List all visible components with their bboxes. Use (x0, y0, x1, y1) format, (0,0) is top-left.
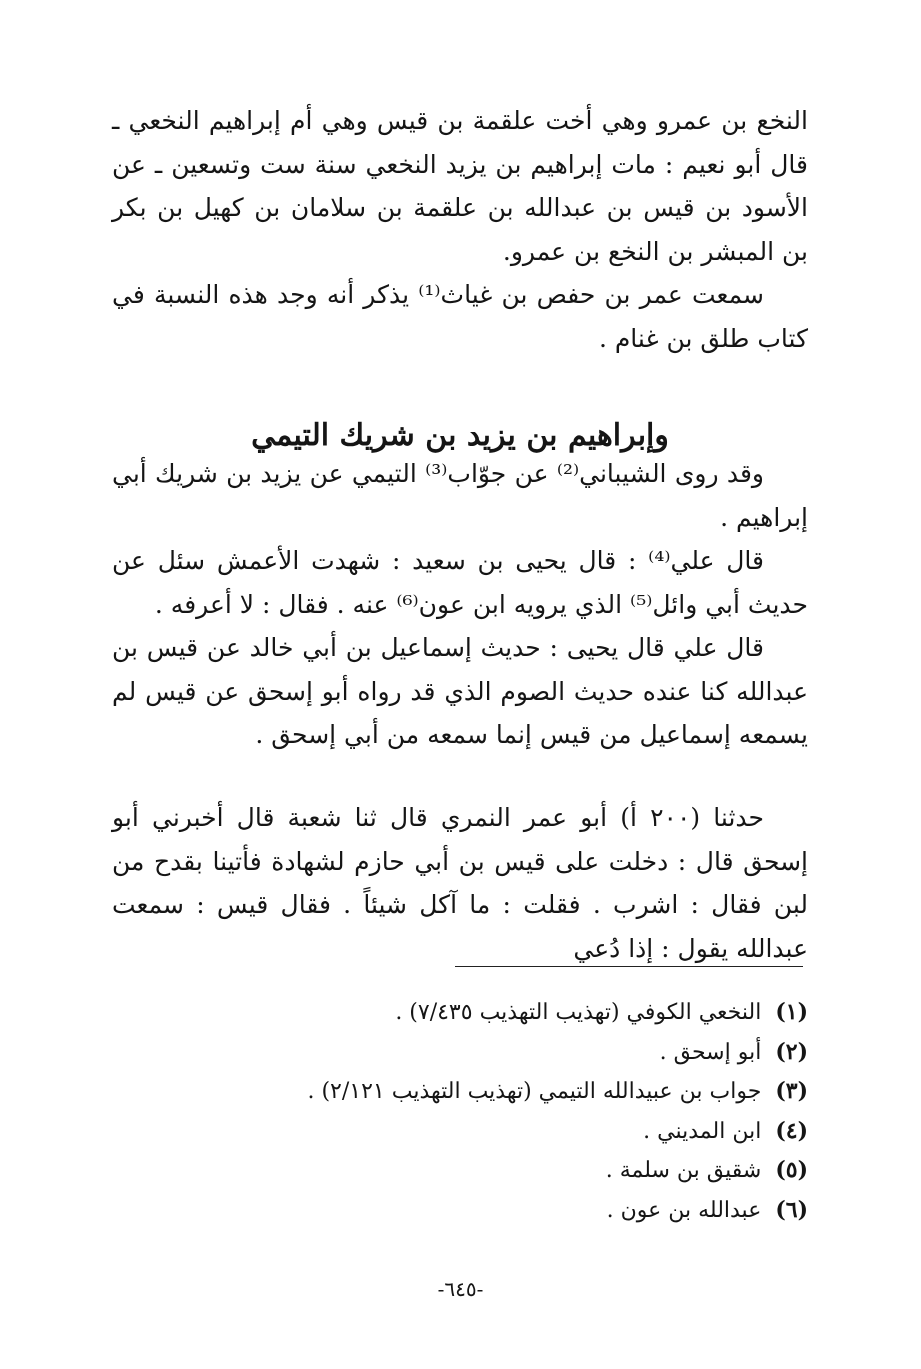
page-number: -٦٤٥- (437, 1277, 484, 1301)
paragraph: حدثنا (٢٠٠ أ) أبو عمر النمري قال ثنا شعبة قال أخبرني أبو إسحق قال : دخلت على قيس بن أبي حازم لشهادة فأتينا بقدح من لبن فقال : اشرب . فقلت : ما آكل شيئاً . فقال قيس : سمعت عبدالله يقول : إذا دُعي (112, 803, 808, 963)
text-block-narration (112, 452, 808, 757)
footnote-number: (٦) (775, 1196, 808, 1223)
footnote-number: (٤) (775, 1117, 808, 1144)
footnote-item (112, 1112, 808, 1152)
footnotes-list (112, 993, 808, 1230)
footnote-item (112, 1072, 808, 1112)
footnote-number: (٥) (775, 1157, 808, 1183)
paragraph: سمعت عمر بن حفص بن غياث⁽¹⁾ يذكر أنه وجد هذه النسبة في كتاب طلق بن غنام . (112, 280, 808, 353)
paragraph: وقد روى الشيباني⁽²⁾ عن جوّاب⁽³⁾ التيمي عن يزيد بن شريك أبي إبراهيم . (112, 459, 808, 532)
paragraph: النخع بن عمرو وهي أخت علقمة بن قيس وهي أم إبراهيم النخعي ـ قال أبو نعيم : مات إبراهيم بن يزيد النخعي سنة ست وتسعين ـ عن الأسود بن قيس بن عبدالله بن علقمة بن سلامان بن كهيل بن بكر بن المبشر بن النخع بن عمرو. (112, 106, 808, 266)
footnote-divider (455, 966, 803, 967)
footnote-item (112, 1191, 808, 1231)
footnote-text: النخعي الكوفي (تهذيب التهذيب ٧/٤٣٥) . (395, 1000, 762, 1025)
section-heading: وإبراهيم بن يزيد بن شريك التيمي (251, 417, 669, 453)
footnote-text: ابن المديني . (643, 1118, 762, 1144)
paragraph: قال علي⁽⁴⁾ : قال يحيى بن سعيد : شهدت الأعمش سئل عن حديث أبي وائل⁽⁵⁾ الذي يرويه ابن عون⁽⁶⁾ عنه . فقال : لا أعرفه . (112, 546, 808, 619)
footnote-number: (٣) (775, 1078, 808, 1104)
paragraph: قال علي قال يحيى : حديث إسماعيل بن أبي خالد عن قيس بن عبدالله كنا عنده حديث الصوم الذي قد رواه أبو إسحق عن قيس لم يسمعه إسماعيل من قيس إنما سمعه من أبي إسحق . (112, 633, 808, 749)
footnote-text: جواب بن عبيدالله التيمي (تهذيب التهذيب ٢/١٢١) . (307, 1079, 762, 1104)
footnote-text: عبدالله بن عون . (606, 1197, 762, 1223)
text-block-lineage (112, 99, 808, 360)
footnote-text: أبو إسحق . (659, 1039, 762, 1065)
footnote-item (112, 993, 808, 1033)
text-block-hadith (112, 796, 808, 970)
footnote-item (112, 1151, 808, 1191)
footnote-text: شقيق بن سلمة . (605, 1158, 762, 1183)
footnote-number: (١) (775, 999, 808, 1025)
footnote-number: (٢) (775, 1038, 808, 1065)
footnote-item (112, 1033, 808, 1073)
